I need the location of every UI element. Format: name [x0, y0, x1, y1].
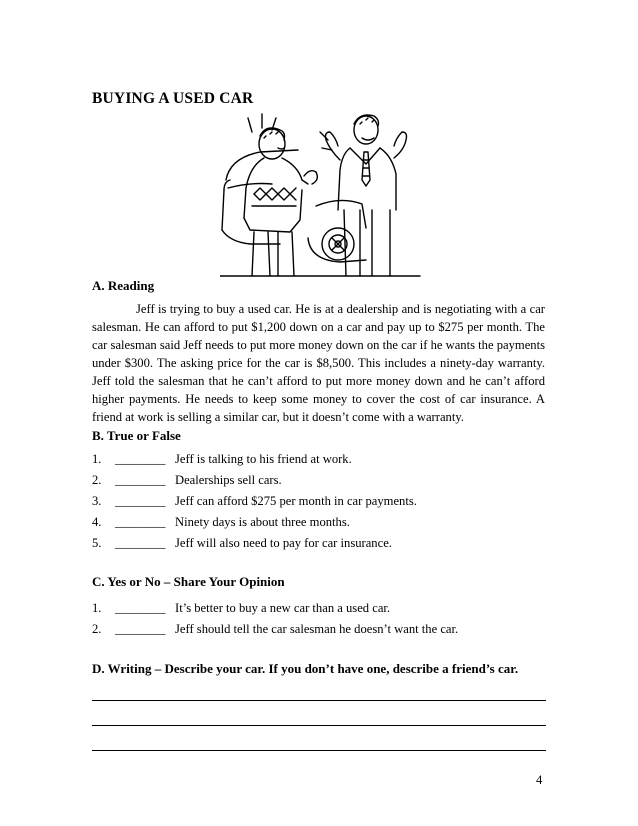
writing-area [92, 680, 546, 755]
section-a-heading: A. Reading [92, 278, 155, 293]
item-number: 5. [92, 536, 102, 550]
reading-paragraph: Jeff is trying to buy a used car. He is at a dealership and is negotiating with a car salesman. He can afford to put $1,200 down on a car and pay up to $275 per month. The car salesman said Jeff needs to put more money down on the car if he wants the payments under $300. The asking price for the car is $8,500. This includes a ninety-day warranty. Jeff told the salesman that he can’t afford to put more money down and he can’t afford higher payments. He needs to keep some money to cover the cost of car insurance. A friend at work is selling a similar car, but it doesn’t come with a warranty. [92, 302, 545, 424]
item-statement: Jeff can afford $275 per month in car payments. [175, 494, 417, 508]
yes-no-list [92, 601, 552, 643]
page-number: 4 [536, 773, 543, 787]
item-number: 2. [92, 473, 102, 487]
item-number: 1. [92, 452, 102, 466]
answer-blank[interactable]: ________ [115, 494, 166, 508]
list-item [92, 473, 552, 494]
section-b-heading: B. True or False [92, 428, 181, 443]
answer-blank[interactable]: ________ [115, 601, 166, 615]
list-item [92, 622, 552, 643]
section-d-heading: D. Writing – Describe your car. If you don’t have one, describe a friend’s car. [92, 661, 519, 676]
writing-line[interactable] [92, 680, 546, 701]
answer-blank[interactable]: ________ [115, 452, 166, 466]
true-false-list [92, 452, 552, 557]
list-item [92, 536, 552, 557]
reading-passage [92, 300, 545, 426]
answer-blank[interactable]: ________ [115, 473, 166, 487]
item-statement: Jeff should tell the car salesman he doesn’t want the car. [175, 622, 459, 636]
list-item [92, 494, 552, 515]
answer-blank[interactable]: ________ [115, 515, 166, 529]
item-number: 3. [92, 494, 102, 508]
writing-line[interactable] [92, 730, 546, 751]
car-salesman-illustration-icon [220, 110, 430, 280]
writing-line[interactable] [92, 705, 546, 726]
item-number: 4. [92, 515, 102, 529]
item-statement: It’s better to buy a new car than a used car. [175, 601, 391, 615]
page-title: BUYING A USED CAR [92, 90, 254, 107]
list-item [92, 515, 552, 536]
list-item [92, 601, 552, 622]
section-c-heading: C. Yes or No – Share Your Opinion [92, 574, 285, 589]
item-statement: Dealerships sell cars. [175, 473, 282, 487]
answer-blank[interactable]: ________ [115, 622, 166, 636]
item-statement: Jeff is talking to his friend at work. [175, 452, 352, 466]
list-item [92, 452, 552, 473]
answer-blank[interactable]: ________ [115, 536, 166, 550]
item-statement: Jeff will also need to pay for car insurance. [175, 536, 392, 550]
item-number: 1. [92, 601, 102, 615]
item-statement: Ninety days is about three months. [175, 515, 350, 529]
item-number: 2. [92, 622, 102, 636]
